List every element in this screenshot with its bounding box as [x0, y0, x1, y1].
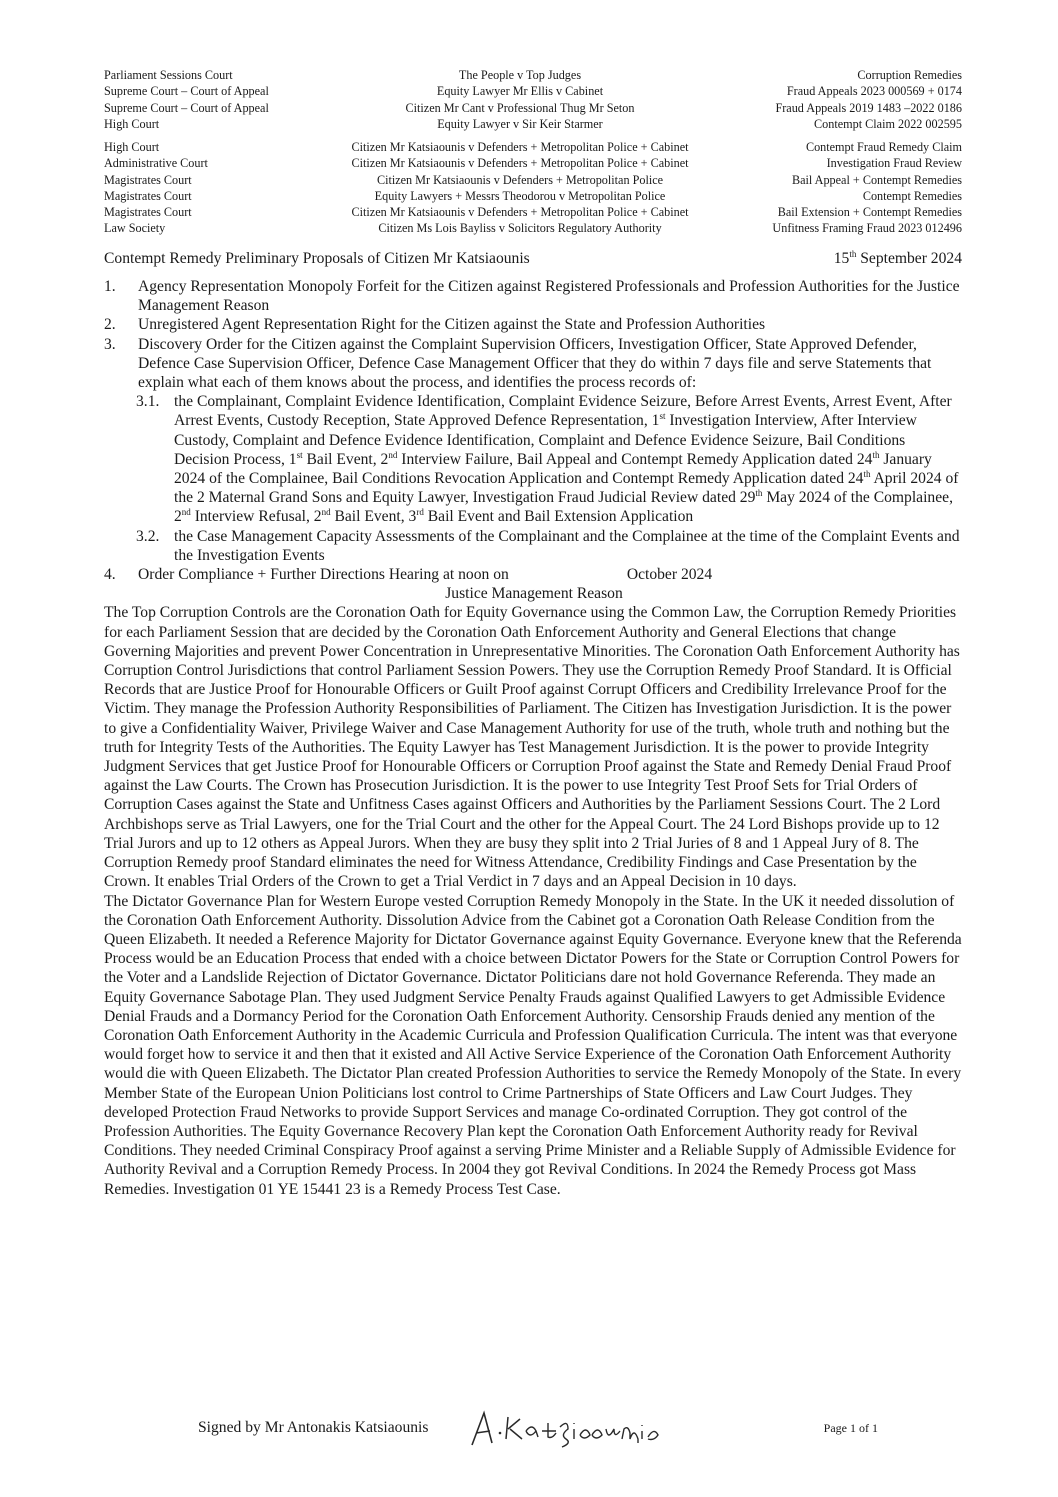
court-name: Supreme Court – Court of Appeal — [104, 84, 269, 99]
case-title: Equity Lawyers + Messrs Theodorou v Metropolitan Police — [374, 188, 666, 203]
proposal-item-2 — [104, 315, 964, 334]
proposal-item-3 — [104, 335, 964, 393]
court-name: Law Society — [104, 221, 166, 236]
header-courts-2 — [104, 139, 208, 237]
item-number: 1. — [104, 278, 116, 295]
item-text: Unregistered Agent Representation Right for the Citizen against the State and Profession Authorities — [138, 316, 766, 334]
subitem-number: 3.1. — [136, 393, 160, 411]
case-reference: Bail Extension + Contempt Remedies — [777, 205, 962, 220]
date-month-year: September 2024 — [856, 250, 962, 267]
court-name: Magistrates Court — [104, 188, 192, 203]
paragraph-dictator-plan: The Dictator Governance Plan for Western Europe vested Corruption Remedy Monopoly in the State. In the UK it needed dissolution of the Coronation Oath Enforcement Authority. Dissolution Advice from the Cabinet got a Coronation Oath Release Condition from the Queen Elizabeth. It needed a Reference Majority for Dictator Governance against Equity Governance. Everyone knew that the Referenda Process would be an Education Process that ended with a choice between Dictator Powers for the State or Corruption Control Powers for the Voter and a Landslide Rejection of Dictator Governance. Dictator Politicians dare not hold Governance Referenda. They made an Equity Governance Sabotage Plan. They used Judgment Service Penalty Frauds against Qualified Lawyers to get Admissible Evidence Denial Frauds and a Dormancy Period for the Coronation Oath Enforcement Authority. Censorship Frauds denied any mention of the Coronation Oath Enforcement Authority in the Academic Curricula and Profession Qualification Curricula. The intent was that everyone would forget how to service it and then that it existed and All Active Service Experience of the Coronation Oath Enforcement Authority would die with Queen Elizabeth. The Dictator Plan created Profession Authorities to service the Remedy Monopoly of the State. In every Member State of the European Union Politicians lost control to Crime Partnerships of State Officers and Law Court Judges. They developed Protection Fraud Networks to provide Support Services and manage Co-ordinated Corruption. They got control of the Profession Authorities. The Equity Governance Recovery Plan kept the Coronation Oath Enforcement Authority ready for Revival Conditions. They needed Criminal Conspiracy Proof against a serving Prime Minister and a Reliable Supply of Admissible Evidence for Authority Revival and a Corruption Remedy Process. In 2004 they got Revival Conditions. In 2024 the Remedy Process got Mass Remedies. Investigation 01 YE 15441 23 is a Remedy Process Test Case. — [104, 892, 962, 1198]
court-name: Supreme Court – Court of Appeal — [104, 100, 269, 115]
handwritten-signature — [468, 1409, 668, 1449]
document-date — [834, 250, 962, 268]
subitem-number: 3.2. — [136, 527, 160, 545]
case-reference: Bail Appeal + Contempt Remedies — [791, 172, 962, 187]
case-title: Citizen Mr Katsiaounis v Defenders + Metropolitan Police + Cabinet — [351, 140, 689, 154]
case-title: Citizen Mr Katsiaounis v Defenders + Metropolitan Police + Cabinet — [351, 205, 689, 220]
date-ordinal: th — [849, 249, 857, 259]
subitem-text: the Case Management Capacity Assessments of the Complainant and the Complainee at the time of the Complaint Events and the Investigation Events — [174, 527, 960, 564]
case-title: Citizen Mr Katsiaounis v Defenders + Metropolitan Police + Cabinet — [351, 156, 689, 171]
case-reference: Contempt Fraud Remedy Claim — [805, 140, 962, 154]
item-text: Discovery Order for the Citizen against the Complaint Supervision Officers, Investigation Officer, State Approved Defender, Defence Case Supervision Officer, Defence Case Management Officer that they do within 7 days file and serve Statements that explain what each of them knows about the process, and identifies the process records of: — [138, 335, 932, 392]
court-name: High Court — [104, 140, 160, 154]
proposal-subitem-3-2 — [104, 527, 964, 565]
case-title: Citizen Ms Lois Bayliss v Solicitors Regulatory Authority — [378, 221, 662, 236]
case-title: The People v Top Judges — [458, 68, 582, 82]
proposal-item-4 — [104, 565, 964, 584]
case-reference: Corruption Remedies — [857, 68, 962, 82]
court-name: High Court — [104, 116, 160, 131]
case-reference: Unfitness Framing Fraud 2023 012496 — [772, 221, 962, 236]
item-text: Order Compliance + Further Directions Hearing at noon on — [138, 566, 509, 584]
case-reference: Contempt Remedies — [862, 188, 962, 203]
item-number: 4. — [104, 566, 116, 584]
case-reference: Investigation Fraud Review — [826, 156, 962, 171]
signature-line — [198, 1417, 878, 1447]
case-reference: Fraud Appeals 2023 000569 + 0174 — [786, 84, 962, 99]
case-title: Citizen Mr Cant v Professional Thug Mr Seton — [405, 100, 635, 115]
item-number: 2. — [104, 316, 116, 334]
proposal-subitem-3-1 — [104, 392, 964, 526]
court-name: Magistrates Court — [104, 205, 192, 220]
document-body — [104, 277, 964, 1199]
header-refs-2 — [772, 139, 962, 237]
hearing-date: October 2024 — [626, 566, 713, 584]
proposal-item-1 — [104, 277, 964, 315]
reason-heading: Justice Management Reason — [445, 585, 623, 603]
document-title-line — [104, 250, 962, 268]
item-text: Agency Representation Monopoly Forfeit for the Citizen against Registered Professionals and Profession Authorities for the Justice Management Reason — [138, 278, 960, 315]
item-number: 3. — [104, 335, 116, 353]
court-name: Administrative Court — [104, 156, 208, 171]
date-day: 15 — [833, 250, 850, 267]
header-cases-2 — [310, 139, 730, 237]
page-number: Page 1 of 1 — [823, 1421, 878, 1435]
header-cases-1 — [310, 67, 730, 132]
header-refs-1 — [775, 67, 962, 132]
court-name: Magistrates Court — [104, 172, 192, 187]
case-reference: Contempt Claim 2022 002595 — [814, 116, 962, 131]
signed-by: Signed by Mr Antonakis Katsiaounis — [198, 1419, 429, 1436]
paragraph-controls: The Top Corruption Controls are the Coronation Oath for Equity Governance using the Common Law, the Corruption Remedy Priorities for each Parliament Session that are decided by the Coronation Oath Enforcement Authority and General Elections that change Governing Majorities and prevent Power Concentration in Unrepresentative Minorities. The Coronation Oath Enforcement Authority has Corruption Control Jurisdictions that control Parliament Session Powers. They use the Corruption Remedy Proof Standard. It is Official Records that are Justice Proof for Honourable Officers or Guilt Proof against Corrupt Officers and Credibility Irrelevance Proof for the Victim. They manage the Profession Authority Responsibilities of Parliament. The Citizen has Investigation Jurisdiction. It is the power to give a Confidentiality Waiver, Privilege Waiver and Case Management Authority for use of the truth, whole truth and nothing but the truth for Integrity Tests of the Authorities. The Equity Lawyer has Test Management Jurisdiction. It is the power to provide Integrity Judgment Services that get Justice Proof for Honourable Officers or Corruption Proof against the State and Remedy Denial Fraud Proof against the Law Courts. The Crown has Prosecution Jurisdiction. It is the power to use Integrity Test Proof Sets for Trial Orders of Corruption Cases against the State and Unfitness Cases against Officers and Authorities by the Parliament Sessions Court. The 2 Lord Archbishops serve as Trial Lawyers, one for the Trial Court and the other for the Appeal Court. The 24 Lord Bishops provide up to 12 Trial Jurors and up to 12 others as Appeal Jurors. When they are busy they split into 2 Trial Juries of 8 and 1 Appeal Jury of 8. The Corruption Remedy proof Standard eliminates the need for Witness Attendance, Credibility Findings and Case Presentation by the Crown. It enables Trial Orders of the Crown to get a Trial Verdict in 7 days and an Appeal Decision in 10 days. — [104, 604, 960, 891]
case-title: Citizen Mr Katsiaounis v Defenders + Metropolitan Police — [376, 172, 664, 187]
court-name: Parliament Sessions Court — [104, 68, 233, 82]
subitem-text: the Complainant, Complaint Evidence Identification, Complaint Evidence Seizure, Before Arrest Events, Arrest Event, After Arrest Events, Custody Reception, State Approved Defence Representation, 1st Investigation Interview, After Interview Custody, Complaint and Defence Evidence Identification, Complaint and Defence Evidence Seizure, Bail Conditions Decision Process, 1st Bail Event, 2nd Interview Failure, Bail Appeal and Contempt Remedy Application dated 24th January 2024 of the Complainee, Bail Conditions Revocation Application and Contempt Remedy Application dated 24th April 2024 of the 2 Maternal Grand Sons and Equity Lawyer, Investigation Fraud Judicial Review dated 29th May 2024 of the Complainee, 2nd Interview Refusal, 2nd Bail Event, 3rd Bail Event and Bail Extension Application — [174, 393, 959, 526]
case-title: Equity Lawyer v Sir Keir Starmer — [437, 116, 603, 131]
document-title: Contempt Remedy Preliminary Proposals of Citizen Mr Katsiaounis — [104, 250, 530, 267]
header-courts-1 — [104, 67, 269, 132]
case-title: Equity Lawyer Mr Ellis v Cabinet — [436, 84, 604, 99]
case-reference: Fraud Appeals 2019 1483 –2022 0186 — [775, 100, 962, 115]
